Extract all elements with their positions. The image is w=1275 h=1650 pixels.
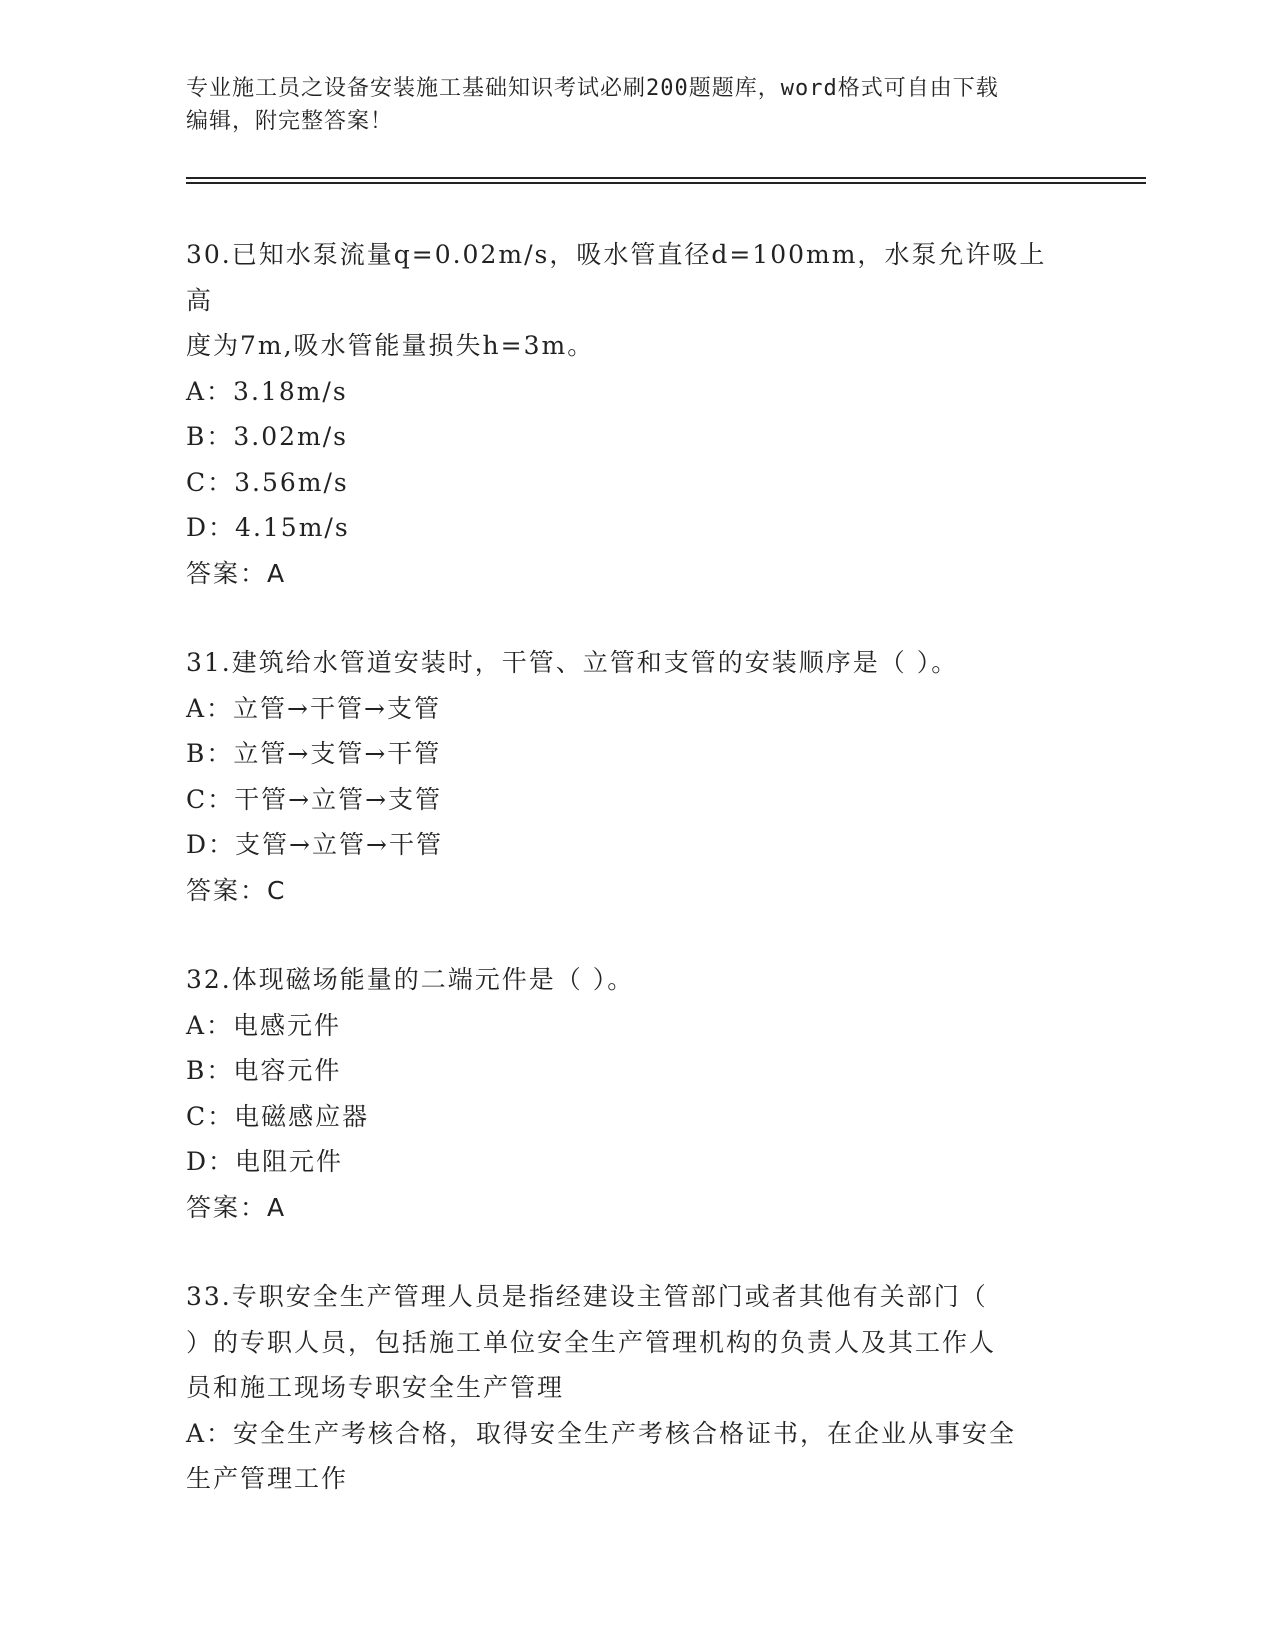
stem-line: ）的专职人员，包括施工单位安全生产管理机构的负责人及其工作人 <box>186 1327 997 1357</box>
header-line-1: 专业施工员之设备安装施工基础知识考试必刷200题题库，word格式可自由下载 <box>186 76 999 101</box>
question-list <box>186 232 1066 1546</box>
header-divider-top <box>186 177 1146 179</box>
header-line-2: 编辑，附完整答案！ <box>186 109 394 134</box>
option-d: D：电阻元件 <box>186 1147 344 1176</box>
option-a: A：立管→干管→支管 <box>186 693 441 723</box>
question-stem <box>186 232 1066 369</box>
stem-line: 员和施工现场专职安全生产管理 <box>186 1373 565 1402</box>
stem-line: 33.专职安全生产管理人员是指经建设主管部门或者其他有关部门（ <box>186 1282 988 1311</box>
question-30 <box>186 232 1066 596</box>
question-stem <box>186 640 1066 686</box>
option-a <box>186 1411 1066 1502</box>
option-d: D：支管→立管→干管 <box>186 830 443 859</box>
option-c: C：3.56m/s <box>186 467 349 497</box>
header-divider-bottom <box>186 182 1146 184</box>
option-d: D：4.15m/s <box>186 513 350 542</box>
option-c: C：干管→立管→支管 <box>186 784 443 814</box>
question-stem <box>186 1274 1066 1411</box>
option-b: B：3.02m/s <box>186 422 348 451</box>
option-c: C：电磁感应器 <box>186 1101 370 1131</box>
option-b: B：电容元件 <box>186 1056 342 1085</box>
answer-line: 答案：A <box>186 1192 287 1222</box>
stem-line: 度为7m,吸水管能量损失h=3m。 <box>186 331 595 360</box>
option-b: B：立管→支管→干管 <box>186 739 442 768</box>
stem-line: 31.建筑给水管道安装时，干管、立管和支管的安装顺序是（ ）。 <box>186 648 959 677</box>
option-line: A：安全生产考核合格，取得安全生产考核合格证书，在企业从事安全 <box>186 1418 1017 1448</box>
question-32 <box>186 957 1066 1230</box>
question-33 <box>186 1274 1066 1502</box>
stem-line: 32.体现磁场能量的二端元件是（ ）。 <box>186 965 635 994</box>
option-a: A：3.18m/s <box>186 376 348 406</box>
stem-line: 30.已知水泵流量q=0.02m/s，吸水管直径d=100mm，水泵允许吸上高 <box>186 240 1047 315</box>
question-31 <box>186 640 1066 913</box>
answer-line: 答案：A <box>186 558 287 588</box>
answer-line: 答案：C <box>186 875 287 905</box>
option-a: A：电感元件 <box>186 1010 342 1040</box>
option-line: 生产管理工作 <box>186 1464 349 1493</box>
document-header <box>186 72 1086 138</box>
question-stem <box>186 957 1066 1003</box>
